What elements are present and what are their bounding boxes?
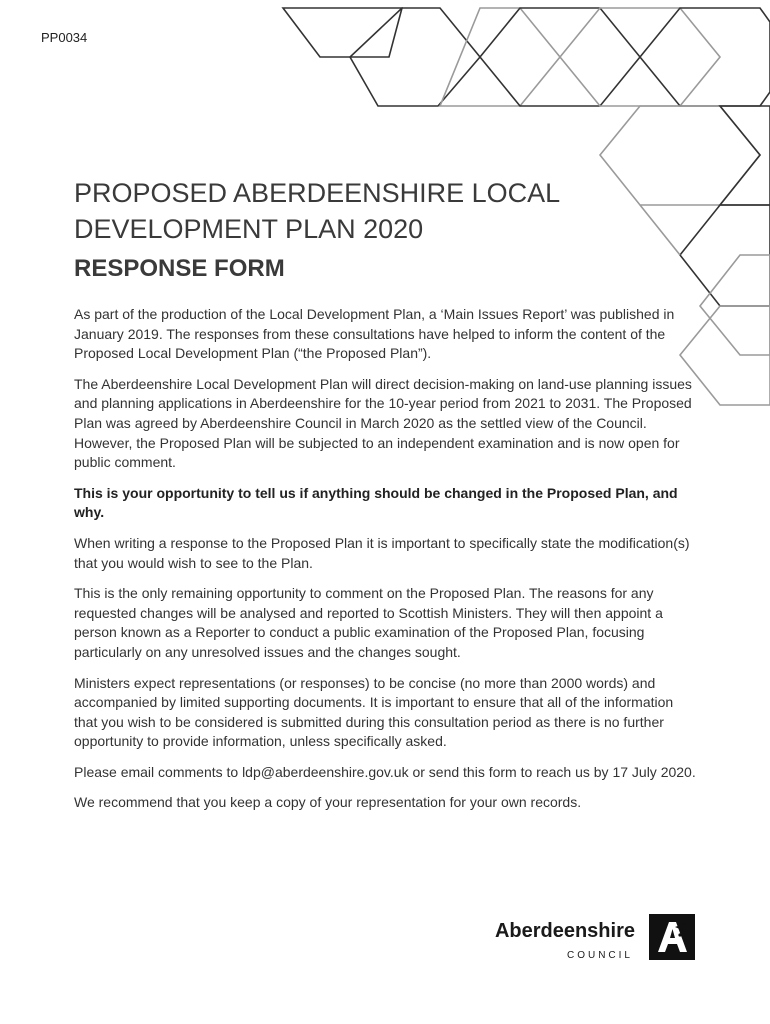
aberdeenshire-council-emblem-icon (649, 914, 695, 960)
intro-paragraph: As part of the production of the Local Development Plan, a ‘Main Issues Report’ was published in January 2019. The responses from these consultations have helped to inform the content of the Proposed Local Development Plan (“the Proposed Plan”). (74, 306, 675, 362)
records-paragraph: We recommend that you keep a copy of your representation for your own records. (74, 794, 582, 811)
document-reference-code: PP0034 (41, 30, 88, 45)
opportunity-callout: This is your opportunity to tell us if anything should be changed in the Proposed Plan, and why. (74, 484, 678, 521)
contact-paragraph: Please email comments to ldp@aberdeenshire.gov.uk or send this form to reach us by 17 July 2020. (74, 763, 696, 780)
body-text (74, 305, 696, 824)
logo-subname: COUNCIL (566, 950, 633, 961)
modification-paragraph: When writing a response to the Proposed Plan it is important to specifically state the modification(s) that you would wish to see to the Plan. (74, 534, 690, 571)
plan-purpose-paragraph: The Aberdeenshire Local Development Plan will direct decision-making on land-use planning issues and planning applications in Aberdeenshire for the 10-year period from 2021 to 2031. The Proposed Plan was agreed by Aberdeenshire Council in March 2020 as the settled view of the Council. However, the Proposed Plan will be subjected to an independent examination and is now open for public comment. (74, 375, 692, 471)
council-logo (468, 914, 698, 964)
examination-paragraph: This is the only remaining opportunity to comment on the Proposed Plan. The reasons for any requested changes will be analysed and reported to Scottish Ministers. They will then appoint a person known as a Reporter to conduct a public examination of the Proposed Plan, focusing particularly on any unresolved issues and the changes sought. (74, 585, 663, 660)
ministers-paragraph: Ministers expect representations (or responses) to be concise (no more than 2000 words) and accompanied by limited supporting documents. It is important to ensure that all of the information that you wish to be considered is submitted during this consultation period as there is no further opportunity to provide information, unless specifically asked. (74, 674, 674, 750)
logo-name: Aberdeenshire (494, 920, 635, 942)
page-title: PROPOSED ABERDEENSHIRE LOCAL DEVELOPMENT PLAN 2020 (74, 178, 560, 244)
page-subtitle: RESPONSE FORM (74, 255, 285, 282)
